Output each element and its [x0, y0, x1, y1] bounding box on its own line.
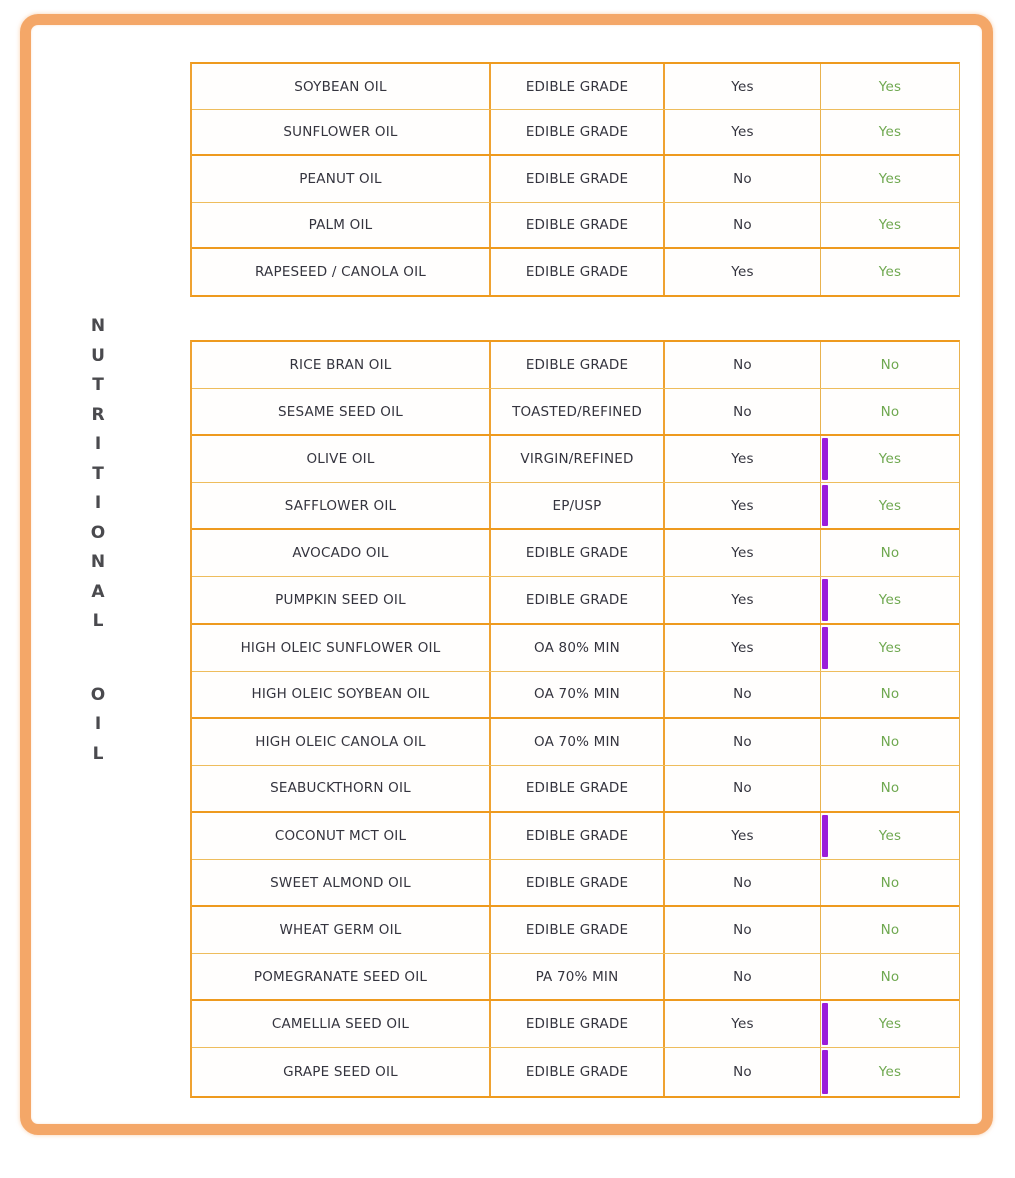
status-cell-text: No — [880, 968, 900, 985]
oil-name-cell — [192, 625, 491, 671]
availability-cell — [665, 203, 821, 247]
availability-cell — [665, 813, 821, 859]
availability-cell-text: Yes — [731, 1016, 754, 1033]
vertical-title-letter: N — [90, 552, 106, 572]
table-row — [192, 156, 959, 202]
status-cell-text: No — [880, 686, 900, 703]
grade-cell-text: EDIBLE GRADE — [525, 170, 629, 187]
grade-cell-text: OA 80% MIN — [534, 639, 620, 656]
availability-cell — [665, 954, 821, 999]
availability-cell-text: Yes — [731, 827, 754, 844]
grade-cell-text: EDIBLE GRADE — [525, 780, 629, 797]
table-row — [192, 577, 959, 624]
purple-highlight-bar — [822, 1050, 828, 1093]
oil-name-cell — [192, 672, 491, 717]
status-cell — [821, 530, 959, 576]
status-cell-text: Yes — [878, 263, 902, 280]
grade-cell — [491, 766, 665, 811]
status-cell-text: No — [880, 733, 900, 750]
grade-cell — [491, 577, 665, 622]
oil-name-cell-text: PEANUT OIL — [299, 170, 382, 187]
grade-cell — [491, 436, 665, 482]
grade-cell-text: OA 70% MIN — [534, 686, 620, 703]
availability-cell — [665, 907, 821, 953]
oil-name-cell-text: SESAME SEED OIL — [277, 403, 404, 420]
vertical-title-letter: I — [94, 434, 102, 454]
availability-cell-text: No — [733, 170, 752, 187]
oil-name-cell-text: GRAPE SEED OIL — [283, 1063, 398, 1080]
oil-name-cell — [192, 1001, 491, 1047]
grade-cell — [491, 907, 665, 953]
purple-highlight-bar — [822, 815, 828, 857]
table-row — [192, 625, 959, 672]
vertical-title-nutritional-oil — [82, 312, 114, 769]
table-row — [192, 483, 959, 530]
status-cell — [821, 110, 959, 154]
availability-cell — [665, 1048, 821, 1095]
status-cell — [821, 389, 959, 434]
status-cell — [821, 860, 959, 905]
availability-cell-text: No — [733, 403, 752, 420]
oil-name-cell-text: POMEGRANATE SEED OIL — [253, 968, 428, 985]
nutritional-oil-table — [190, 340, 960, 1098]
grade-cell-text: TOASTED/REFINED — [512, 403, 642, 420]
status-cell-text: Yes — [878, 497, 902, 514]
availability-cell-text: Yes — [731, 639, 754, 656]
table-row — [192, 766, 959, 813]
status-cell-text: Yes — [878, 592, 902, 609]
grade-cell-text: EP/USP — [552, 497, 602, 514]
grade-cell — [491, 64, 665, 109]
oil-name-cell — [192, 436, 491, 482]
status-cell-text: Yes — [878, 124, 902, 141]
grade-cell-text: EDIBLE GRADE — [525, 216, 629, 233]
table-row — [192, 110, 959, 156]
oil-name-cell — [192, 64, 491, 109]
grade-cell-text: VIRGIN/REFINED — [520, 451, 634, 468]
table-row — [192, 1048, 959, 1095]
oil-name-cell — [192, 813, 491, 859]
table-row — [192, 813, 959, 860]
grade-cell — [491, 625, 665, 671]
oil-name-cell-text: AVOCADO OIL — [292, 545, 389, 562]
availability-cell — [665, 110, 821, 154]
oil-name-cell — [192, 530, 491, 576]
grade-cell-text: OA 70% MIN — [534, 733, 620, 750]
status-cell-text: No — [880, 545, 900, 562]
availability-cell — [665, 436, 821, 482]
vertical-title-letter: O — [90, 684, 106, 705]
oil-name-cell-text: SUNFLOWER OIL — [283, 124, 398, 141]
table-row — [192, 203, 959, 249]
status-cell-text: Yes — [878, 1016, 902, 1033]
oil-name-cell-text: SEABUCKTHORN OIL — [270, 780, 411, 797]
status-cell-text: No — [880, 780, 900, 797]
availability-cell — [665, 530, 821, 576]
table-row — [192, 1001, 959, 1048]
oil-name-cell-text: CAMELLIA SEED OIL — [271, 1016, 410, 1033]
table-row — [192, 342, 959, 389]
vertical-title-letter: O — [90, 522, 106, 543]
vertical-title-letter: I — [94, 493, 102, 513]
oil-name-cell-text: PUMPKIN SEED OIL — [275, 592, 406, 609]
oil-name-cell — [192, 110, 491, 154]
oil-name-cell — [192, 907, 491, 953]
status-cell-text: Yes — [878, 827, 902, 844]
grade-cell-text: EDIBLE GRADE — [525, 545, 629, 562]
availability-cell-text: No — [733, 874, 752, 891]
grade-cell-text: EDIBLE GRADE — [525, 827, 629, 844]
availability-cell — [665, 342, 821, 388]
availability-cell — [665, 156, 821, 201]
grade-cell — [491, 860, 665, 905]
status-cell-text: Yes — [878, 78, 902, 95]
grade-cell-text: EDIBLE GRADE — [525, 874, 629, 891]
oil-name-cell — [192, 483, 491, 528]
status-cell — [821, 719, 959, 765]
oil-name-cell — [192, 203, 491, 247]
grade-cell — [491, 719, 665, 765]
grade-cell — [491, 389, 665, 434]
oil-name-cell — [192, 954, 491, 999]
status-cell-text: Yes — [878, 639, 902, 656]
status-cell — [821, 577, 959, 622]
status-cell — [821, 64, 959, 109]
oil-name-cell-text: HIGH OLEIC CANOLA OIL — [255, 733, 426, 750]
availability-cell — [665, 483, 821, 528]
status-cell — [821, 342, 959, 388]
grade-cell — [491, 342, 665, 388]
availability-cell-text: Yes — [731, 592, 754, 609]
vertical-title-letter: U — [91, 345, 105, 366]
vertical-title-letter: L — [92, 743, 104, 764]
availability-cell — [665, 577, 821, 622]
oil-name-cell-text: SAFFLOWER OIL — [284, 497, 397, 514]
availability-cell-text: No — [733, 357, 752, 374]
grade-cell — [491, 954, 665, 999]
oil-name-cell-text: SWEET ALMOND OIL — [270, 874, 411, 891]
oil-name-cell-text: RAPESEED / CANOLA OIL — [255, 263, 426, 280]
purple-highlight-bar — [822, 1003, 828, 1045]
grade-cell-text: EDIBLE GRADE — [525, 1016, 629, 1033]
availability-cell — [665, 1001, 821, 1047]
status-cell — [821, 249, 959, 295]
table-row — [192, 672, 959, 719]
table-row — [192, 954, 959, 1001]
grade-cell-text: PA 70% MIN — [535, 968, 619, 985]
oil-name-cell — [192, 389, 491, 434]
oil-name-cell — [192, 249, 491, 295]
availability-cell-text: Yes — [731, 497, 754, 514]
table-row — [192, 436, 959, 483]
purple-highlight-bar — [822, 627, 828, 669]
grade-cell — [491, 1048, 665, 1095]
table-row — [192, 249, 959, 295]
availability-cell-text: No — [733, 216, 752, 233]
oil-name-cell — [192, 766, 491, 811]
availability-cell-text: No — [733, 1063, 752, 1080]
status-cell — [821, 483, 959, 528]
oil-name-cell-text: HIGH OLEIC SOYBEAN OIL — [251, 686, 430, 703]
purple-highlight-bar — [822, 485, 828, 526]
vertical-title-letter: L — [92, 611, 104, 631]
availability-cell — [665, 625, 821, 671]
status-cell-text: Yes — [878, 216, 902, 233]
availability-cell-text: Yes — [731, 545, 754, 562]
oil-name-cell-text: SOYBEAN OIL — [294, 78, 387, 95]
vertical-title-letter: R — [91, 404, 105, 425]
availability-cell — [665, 64, 821, 109]
availability-cell — [665, 766, 821, 811]
grade-cell-text: EDIBLE GRADE — [525, 592, 629, 609]
status-cell-text: No — [880, 357, 900, 374]
grade-cell-text: EDIBLE GRADE — [525, 357, 629, 374]
grade-cell-text: EDIBLE GRADE — [525, 922, 629, 939]
grade-cell — [491, 530, 665, 576]
oil-name-cell — [192, 577, 491, 622]
status-cell — [821, 1001, 959, 1047]
availability-cell — [665, 860, 821, 905]
status-cell — [821, 672, 959, 717]
status-cell-text: Yes — [878, 1063, 902, 1080]
availability-cell — [665, 389, 821, 434]
grade-cell-text: EDIBLE GRADE — [525, 263, 629, 280]
availability-cell-text: No — [733, 733, 752, 750]
oil-name-cell-text: HIGH OLEIC SUNFLOWER OIL — [240, 639, 441, 656]
availability-cell — [665, 249, 821, 295]
grade-cell — [491, 203, 665, 247]
availability-cell-text: No — [733, 922, 752, 939]
status-cell — [821, 907, 959, 953]
table-row — [192, 530, 959, 577]
vertical-title-letter: T — [92, 463, 104, 484]
oil-name-cell-text: RICE BRAN OIL — [289, 357, 392, 374]
availability-cell-text: No — [733, 780, 752, 797]
status-cell — [821, 813, 959, 859]
oil-name-cell — [192, 860, 491, 905]
grade-cell — [491, 813, 665, 859]
status-cell — [821, 766, 959, 811]
availability-cell-text: Yes — [731, 263, 754, 280]
status-cell — [821, 954, 959, 999]
edible-oil-table — [190, 62, 960, 297]
status-cell — [821, 1048, 959, 1095]
vertical-title-letter: I — [94, 714, 102, 734]
oil-name-cell-text: OLIVE OIL — [306, 451, 375, 468]
table-row — [192, 64, 959, 110]
availability-cell-text: Yes — [731, 451, 754, 468]
vertical-title-letter: A — [91, 581, 105, 602]
table-row — [192, 907, 959, 954]
grade-cell-text: EDIBLE GRADE — [525, 1063, 629, 1080]
status-cell — [821, 625, 959, 671]
status-cell-text: No — [880, 874, 900, 891]
availability-cell-text: Yes — [731, 124, 754, 141]
table-row — [192, 719, 959, 766]
availability-cell — [665, 672, 821, 717]
oil-name-cell — [192, 719, 491, 765]
oil-name-cell-text: WHEAT GERM OIL — [279, 922, 402, 939]
grade-cell — [491, 483, 665, 528]
vertical-title-letter: N — [90, 316, 106, 336]
purple-highlight-bar — [822, 438, 828, 480]
oil-name-cell — [192, 156, 491, 201]
status-cell-text: No — [880, 403, 900, 420]
availability-cell-text: No — [733, 968, 752, 985]
availability-cell — [665, 719, 821, 765]
status-cell — [821, 436, 959, 482]
status-cell-text: Yes — [878, 451, 902, 468]
grade-cell — [491, 1001, 665, 1047]
table-row — [192, 389, 959, 436]
availability-cell-text: Yes — [731, 78, 754, 95]
vertical-title-letter: T — [92, 375, 104, 395]
grade-cell-text: EDIBLE GRADE — [525, 124, 629, 141]
status-cell — [821, 156, 959, 201]
table-row — [192, 860, 959, 907]
grade-cell — [491, 110, 665, 154]
grade-cell — [491, 672, 665, 717]
status-cell-text: No — [880, 922, 900, 939]
status-cell-text: Yes — [878, 170, 902, 187]
availability-cell-text: No — [733, 686, 752, 703]
purple-highlight-bar — [822, 579, 828, 620]
grade-cell-text: EDIBLE GRADE — [525, 78, 629, 95]
grade-cell — [491, 249, 665, 295]
oil-name-cell — [192, 1048, 491, 1095]
oil-name-cell-text: PALM OIL — [308, 216, 373, 233]
oil-name-cell — [192, 342, 491, 388]
oil-name-cell-text: COCONUT MCT OIL — [274, 827, 407, 844]
grade-cell — [491, 156, 665, 201]
status-cell — [821, 203, 959, 247]
